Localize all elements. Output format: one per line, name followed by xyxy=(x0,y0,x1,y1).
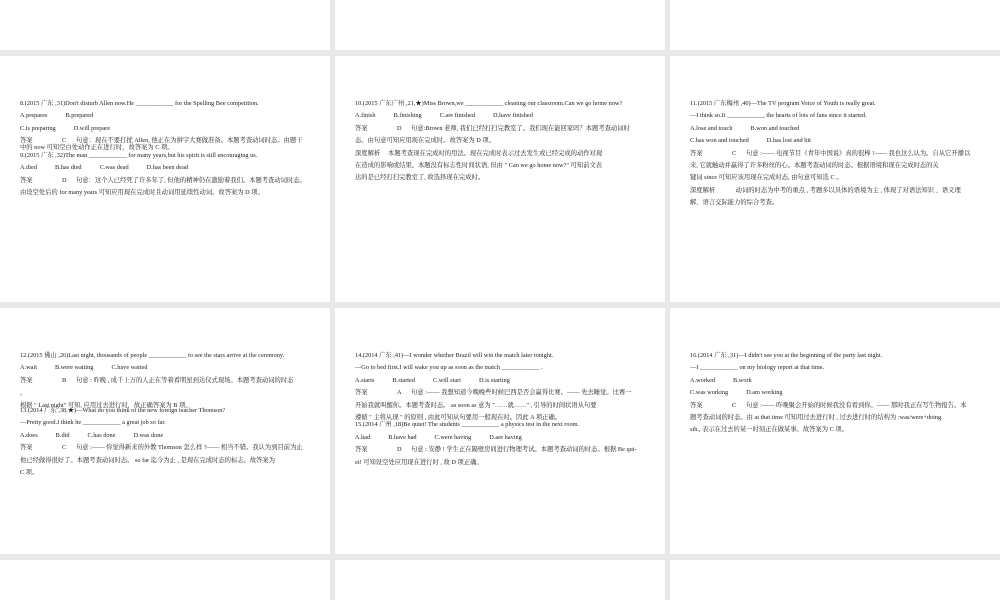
option-d: D.will prepare xyxy=(73,124,111,132)
option-d: D.has been dead xyxy=(146,164,189,172)
slide-panel-bottom-left[interactable] xyxy=(0,560,330,600)
answer-letter: B xyxy=(62,376,67,384)
answer-line xyxy=(690,148,982,160)
answer-explanation: 开始我就叫醒你。本题考查时态。 as soon as 意为 "……就……" , 引导的时间状语从句要 xyxy=(355,401,597,409)
answer-key-label: 答案 xyxy=(20,176,33,184)
answer-key-label: 答案 xyxy=(20,444,33,452)
answer-letter: A xyxy=(397,389,402,397)
answer-explanation: C 项。 xyxy=(20,469,39,477)
answer-line xyxy=(690,400,982,412)
question-stem: 11.(2015 广东梅州 ,40)—The TV program Voice of Youth is really great. xyxy=(690,100,876,107)
answer-options xyxy=(355,110,647,122)
option-a: A.prepares xyxy=(20,112,48,120)
option-a: A.had xyxy=(355,433,371,441)
answer-options xyxy=(690,123,982,135)
slide-panel-top-right[interactable] xyxy=(670,0,1000,50)
answer-explanation: 句意:Brown 老师, 我们已经打扫完教室了。我们现在能回家吗？本题考查动词时 xyxy=(411,124,630,132)
slide-panel-q14-q15[interactable] xyxy=(335,308,665,554)
answer-explanation: 句意 : 安静 ! 学生正在隔壁房间进行物理考试。本题考查动词的时态。根据 Be qui- xyxy=(411,446,637,454)
answer-key-label: 答案 xyxy=(20,137,33,145)
option-b: B.finishing xyxy=(393,112,422,120)
answer-explanation: 根据 " Last night" 可知, 应用过去进行时，故正确答案为 B 项。 xyxy=(20,401,192,409)
option-d: D.have finished xyxy=(492,112,533,120)
option-c: C.has done xyxy=(87,431,116,439)
answer-explanation: 句意：现在不要打扰 Allen, 他正在为拼字大赛做准备。本题考查动词时态。由题干 xyxy=(76,137,303,145)
answer-explanation: 句意：这个人已经死了许多年了, 但他的精神仍在激励着我们。本题考查动词时态。 xyxy=(76,176,306,184)
option-b: B.has died xyxy=(54,164,82,172)
answer-explanation: sth., 表示在过去的某一时刻正在做某事。故答案为 C 项。 xyxy=(690,426,848,434)
option-d: D.was done xyxy=(133,431,164,439)
option-a: A.finish xyxy=(355,112,376,120)
answer-key-label: 答案 xyxy=(355,446,368,454)
option-a: A.wait xyxy=(20,364,37,372)
answer-explanation: 由设空处后的 for many years 可知应用现在完成时且动词用延续性动词。故答案为 D 项。 xyxy=(20,189,264,197)
answer-explanation: 态。由句意可知应用现在完成时。故答案为 D 项。 xyxy=(355,137,495,145)
option-c: C.has won and touched xyxy=(690,137,749,145)
answer-explanation: 句意 :—— 我想知道今晚晚些时候巴西是否会赢得比赛。—— 先去睡觉。比赛一 xyxy=(411,389,632,397)
slide-panel-top-left[interactable] xyxy=(0,0,330,50)
option-d: D.am working xyxy=(746,389,783,397)
slide-panel-q8-q9[interactable] xyxy=(0,56,330,302)
answer-line xyxy=(20,175,312,187)
answer-options xyxy=(690,375,982,387)
answer-explanation: 句意 :—— 电视节目《青年中国说》真的很棒 !—— 我也这么认为。自从它开播以 xyxy=(746,149,971,157)
answer-options xyxy=(355,375,647,387)
answer-options xyxy=(20,430,312,442)
answer-key-label: 答案 xyxy=(355,124,368,132)
option-b: B.work xyxy=(733,376,752,384)
option-a: A.died xyxy=(20,164,37,172)
answer-explanation: 来, 它就触动并赢得了许多粉丝的心。本题考查动词的时态。根据语境和现在完成时态的关 xyxy=(690,162,939,170)
option-d: D.is starting xyxy=(478,376,510,384)
option-b: B.did xyxy=(55,431,70,439)
question-stem: 12.(2015 佛山 ,26)Last night, thousands of people ____________ to see the stars arrive at the ceremony. xyxy=(20,352,285,359)
option-c: C.have waited xyxy=(111,364,148,372)
option-b: B.started xyxy=(392,376,415,384)
slide-panel-q11[interactable] xyxy=(670,56,1000,302)
answer-key-label: 答案 xyxy=(355,389,368,397)
answer-letter: C xyxy=(732,401,737,409)
answer-options xyxy=(20,110,312,122)
answer-explanation: 中的 now 可知空白处动作正在进行时，故答案为 C 项。 xyxy=(20,143,174,151)
answer-line xyxy=(20,375,312,387)
question-stem: —I ____________ on my biology report at that time. xyxy=(690,364,825,372)
option-c: C.were having xyxy=(434,433,472,441)
option-a: A.starts xyxy=(355,376,375,384)
deep-analysis: 在造成的影响或结果。本题没有标志性时间状语, 但由 " Can we go home now?" 可知前文表 xyxy=(355,162,603,170)
option-a: A.does xyxy=(20,431,38,439)
question-stem: 16.(2014 广东 ,31)—I didn't see you at the beginning of the party last night. xyxy=(690,352,883,359)
answer-options xyxy=(355,432,647,444)
question-block-q10 xyxy=(355,98,647,185)
question-stem: 15.(2014 广州 ,18)Be quiet! The students ____________ a physics test in the next room. xyxy=(355,421,580,429)
answer-explanation: 句意 :—— 昨晚聚会开始的时候我没有看到你。—— 那时我正在写生物报告。本 xyxy=(746,401,967,409)
option-c: C.will start xyxy=(432,376,461,384)
deep-analysis: 解、语言交际能力的综合考查。 xyxy=(690,199,779,207)
question-stem: 13.(2014 广东 ,38,★)—What do you think of the new foreign teacher Thomson? xyxy=(20,407,226,415)
slide-panel-q10[interactable] xyxy=(335,56,665,302)
answer-explanation: 句意 : 昨晚 , 成千上万的人正在等着看明星到达仪式现场。本题考查动词的时态 xyxy=(76,376,294,384)
answer-key-label: 答案 xyxy=(20,376,33,384)
answer-explanation: 遵循 " 主将从现 " 的原则 , 由此可知从句要用一般现在时。因此 A 项正确。 xyxy=(355,414,562,422)
option-c: C.was dead xyxy=(99,164,129,172)
answer-options xyxy=(20,362,312,374)
slide-panel-bottom-right[interactable] xyxy=(670,560,1000,600)
option-b: B.won and touched xyxy=(750,124,800,132)
answer-letter: D xyxy=(397,124,402,132)
question-block-q16 xyxy=(690,350,982,437)
question-stem: 9.(2015 广东 ,32)The man ____________ for many years,but his spirit is still encouraging us. xyxy=(20,152,258,160)
answer-options xyxy=(690,387,982,399)
answer-explanation: et! 可知设空处应用现在进行时 , 故 D 项正确。 xyxy=(355,458,483,466)
answer-options xyxy=(690,135,982,147)
question-block-q14-q15 xyxy=(355,350,647,469)
slide-panel-q12-q13[interactable] xyxy=(0,308,330,554)
option-d: D.has lost and hit xyxy=(766,137,811,145)
answer-letter: C xyxy=(62,444,67,452)
option-b: B.prepared xyxy=(65,112,94,120)
question-block-q12-q13 xyxy=(20,350,312,479)
answer-line xyxy=(355,387,647,399)
question-block-q11 xyxy=(690,98,982,210)
slide-panel-top-center[interactable] xyxy=(335,0,665,50)
question-stem: —Pretty good.I think he ____________ a great job so far. xyxy=(20,419,166,427)
option-a: A.lose and touch xyxy=(690,124,733,132)
answer-explanation: 句意 :—— 你觉得新来的外教 Thomson 怎么样 ?—— 相当不错。我认为到目前为止 xyxy=(76,444,303,452)
answer-letter: D xyxy=(397,446,402,454)
answer-options xyxy=(20,123,312,135)
question-stem: 10.(2015 广东广州 ,21,★)Miss Brown,we ____________ cleaning our classroom.Can we go home now? xyxy=(355,100,623,107)
answer-explanation: 他已经做得很好了。本题考查动词时态。 so far 迄今为止 , 是现在完成时态的标志。故答案为 xyxy=(20,456,276,464)
slide-panel-bottom-center[interactable] xyxy=(335,560,665,600)
answer-letter: C xyxy=(732,149,737,157)
option-c: C.was working xyxy=(690,389,729,397)
question-block-q8-q9 xyxy=(20,98,312,200)
slide-panel-q16[interactable] xyxy=(670,308,1000,554)
answer-line xyxy=(355,444,647,456)
deep-analysis: 达的是已经打扫完教室了, 故选择现在完成时。 xyxy=(355,174,485,182)
answer-explanation: 题考查动词的时态。由 at that time 可知用过去进行时 , 过去进行时的结构为 :was/were+doing xyxy=(690,414,942,422)
deep-analysis: 深度解析 本题考查现在完成时的用法。现在完成时表示过去发生或已经完成的动作对现 xyxy=(355,149,603,157)
question-stem: —Go to bed first.I will wake you up as soon as the match ____________ . xyxy=(355,364,543,372)
option-b: B.were waiting xyxy=(54,364,94,372)
answer-options xyxy=(20,162,312,174)
answer-line xyxy=(20,442,312,454)
option-d: D.are having xyxy=(489,433,522,441)
answer-key-label: 答案 xyxy=(690,149,703,157)
answer-explanation: 键词 since 可知应该用现在完成时态, 由句意可知选 C 。 xyxy=(690,174,843,182)
question-stem: 14.(2014 广东 ,41)—I wonder whether Brazil will win the match later tonight. xyxy=(355,352,554,359)
option-b: B.have had xyxy=(388,433,417,441)
answer-letter: D xyxy=(62,176,67,184)
option-c: C.are finished xyxy=(439,112,475,120)
option-c: C.is preparing xyxy=(20,124,56,132)
answer-line xyxy=(355,123,647,135)
answer-explanation: ， xyxy=(20,389,27,397)
answer-letter: C xyxy=(62,137,67,145)
question-stem: —I think so.It ____________ the hearts of lots of fans since it started. xyxy=(690,112,867,120)
question-stem: 8.(2015 广东 ,31)Don't disturb Allen now.He ____________ for the Spelling Bee competition. xyxy=(20,100,259,107)
answer-key-label: 答案 xyxy=(690,401,703,409)
option-a: A.worked xyxy=(690,376,716,384)
deep-analysis: 深度解析 动词的时态为中考的重点 , 考题多以具体的语境为主 , 体现了对语法知识 、语义理 xyxy=(690,186,961,194)
